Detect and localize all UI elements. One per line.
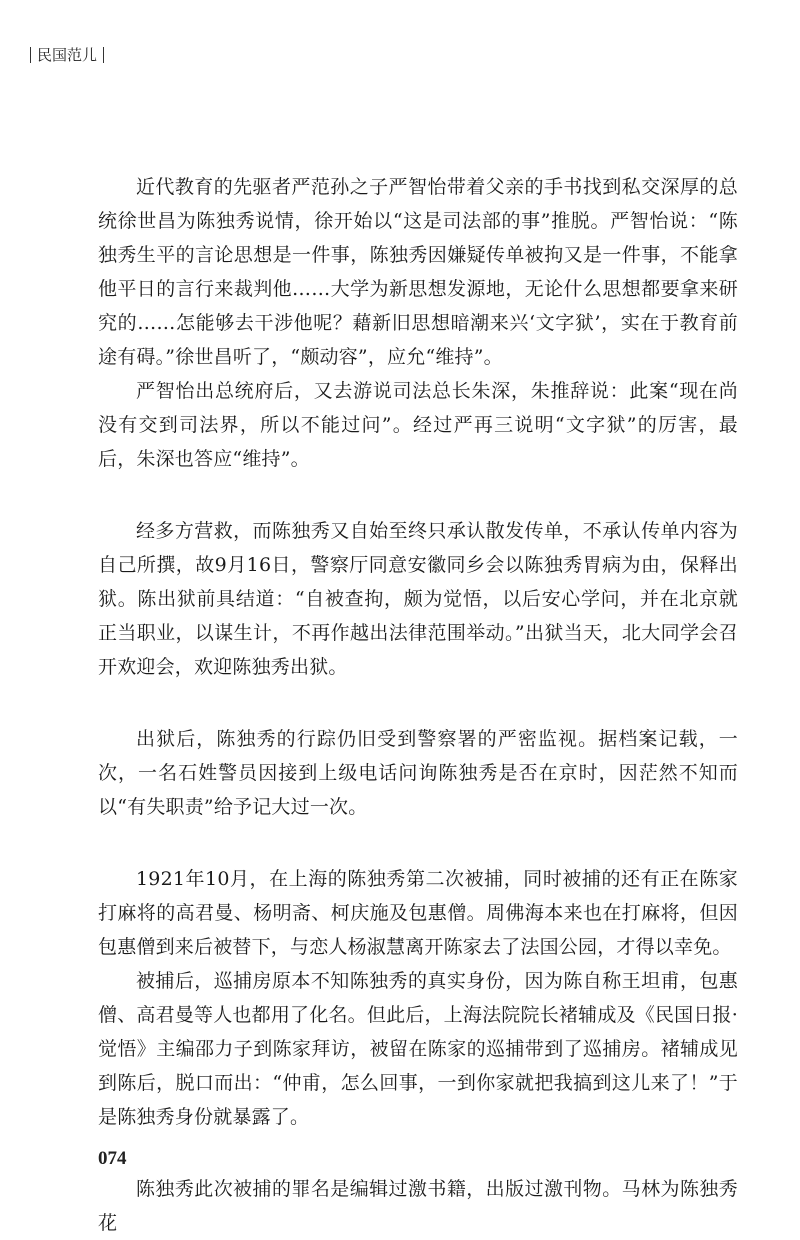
running-header-title: 民国范儿 [37, 46, 98, 64]
header-divider-right [103, 47, 104, 63]
paragraph-5: 1921年10月，在上海的陈独秀第二次被捕，同时被捕的还有正在陈家打麻将的高君曼、杨明斋、柯庆施及包惠僧。周佛海本来也在打麻将，但因包惠僧到来后被替下，与恋人杨淑慧离开陈家去了法国公园，才得以幸免。 [98, 868, 738, 958]
page-number: 074 [98, 1148, 127, 1169]
paragraph-6: 被捕后，巡捕房原本不知陈独秀的真实身份，因为陈自称王坦甫，包惠僧、高君曼等人也都用了化名。但此后，上海法院院长褚辅成及《民国日报·觉悟》主编邵力子到陈家拜访，被留在陈家的巡捕带到了巡捕房。褚辅成见到陈后，脱口而出：“仲甫，怎么回事，一到你家就把我搞到这儿来了！”于是陈独秀身份就暴露了。 [98, 970, 738, 1128]
paragraph-1: 近代教育的先驱者严范孙之子严智怡带着父亲的手书找到私交深厚的总统徐世昌为陈独秀说情，徐开始以“这是司法部的事”推脱。严智怡说：“陈独秀生平的言论思想是一件事，陈独秀因嫌疑传单被拘又是一件事，不能拿他平日的言行来裁判他……大学为新思想发源地，无论什么思想都要拿来研究的……怎能够去干涉他呢？藉新旧思想暗潮来兴‘文字狱’，实在于教育前途有碍。”徐世昌听了，“颇动容”，应允“维持”。 [98, 176, 738, 368]
paragraph-2: 严智怡出总统府后，又去游说司法总长朱深，朱推辞说：此案“现在尚没有交到司法界，所以不能过问”。经过严再三说明“文字狱”的厉害，最后，朱深也答应“维持”。 [98, 380, 738, 470]
paragraph-4: 出狱后，陈独秀的行踪仍旧受到警察署的严密监视。据档案记载，一次，一名石姓警员因接到上级电话问询陈独秀是否在京时，因茫然不知而以“有失职责”给予记大过一次。 [98, 728, 738, 818]
section-break [98, 476, 738, 514]
running-header [30, 44, 104, 65]
paragraph-3: 经多方营救，而陈独秀又自始至终只承认散发传单，不承认传单内容为自己所撰，故9月16日，警察厅同意安徽同乡会以陈独秀胃病为由，保释出狱。陈出狱前具结道：“自被查拘，颇为觉悟，以后安心学问，并在北京就正当职业，以谋生计，不再作越出法律范围举动。”出狱当天，北大同学会召开欢迎会，欢迎陈独秀出狱。 [98, 520, 738, 678]
section-break [98, 684, 738, 722]
section-break [98, 824, 738, 862]
paragraph-7: 陈独秀此次被捕的罪名是编辑过激书籍，出版过激刊物。马林为陈独秀花 [98, 1178, 738, 1234]
body-text [98, 170, 738, 1240]
header-divider-left [30, 47, 31, 63]
section-break [98, 1134, 738, 1172]
